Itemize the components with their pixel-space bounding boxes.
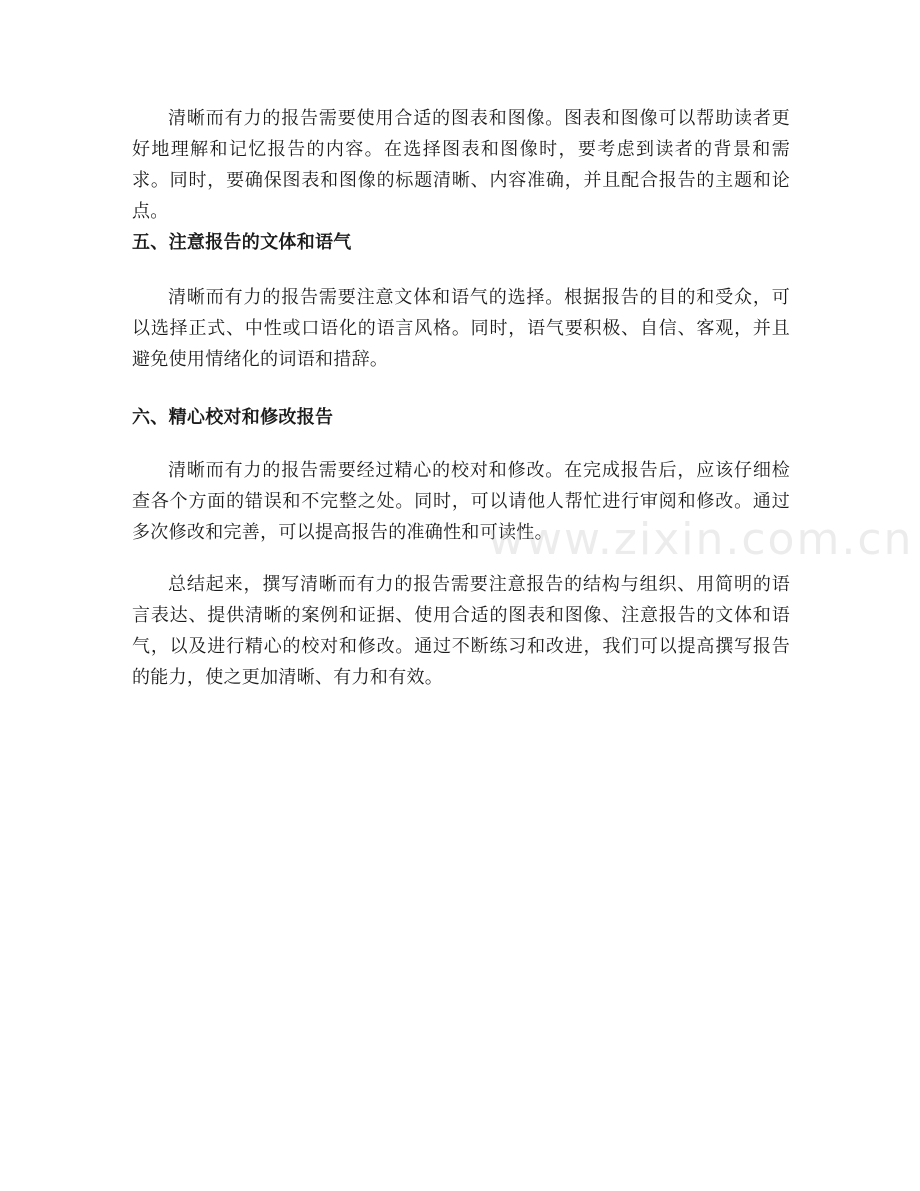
paragraph-conclusion: 总结起来，撰写清晰而有力的报告需要注意报告的结构与组织、用简明的语言表达、提供清晰的案例和证据、使用合适的图表和图像、注意报告的文体和语气，以及进行精心的校对和修改。通过不断练习和改进，我们可以提高撰写报告的能力，使之更加清晰、有力和有效。 (132, 574, 790, 688)
paragraph-style-tone: 清晰而有力的报告需要注意文体和语气的选择。根据报告的目的和受众，可以选择正式、中性或口语化的语言风格。同时，语气要积极、自信、客观，并且避免使用情绪化的词语和措辞。 (132, 287, 790, 370)
section-heading-style-tone: 五、注意报告的文体和语气 (132, 232, 352, 253)
watermark-text: www.zixin.com.cn (488, 514, 914, 565)
paragraph-proofreading: 清晰而有力的报告需要经过精心的校对和修改。在完成报告后，应该仔细检查各个方面的错误和不完整之处。同时，可以请他人帮忙进行审阅和修改。通过多次修改和完善，可以提高报告的准确性和可读性。 (132, 460, 790, 543)
section-heading-proofreading: 六、精心校对和修改报告 (132, 407, 334, 428)
paragraph-charts-images: 清晰而有力的报告需要使用合适的图表和图像。图表和图像可以帮助读者更好地理解和记忆报告的内容。在选择图表和图像时，要考虑到读者的背景和需求。同时，要确保图表和图像的标题清晰、内容准确，并且配合报告的主题和论点。 (132, 108, 790, 222)
